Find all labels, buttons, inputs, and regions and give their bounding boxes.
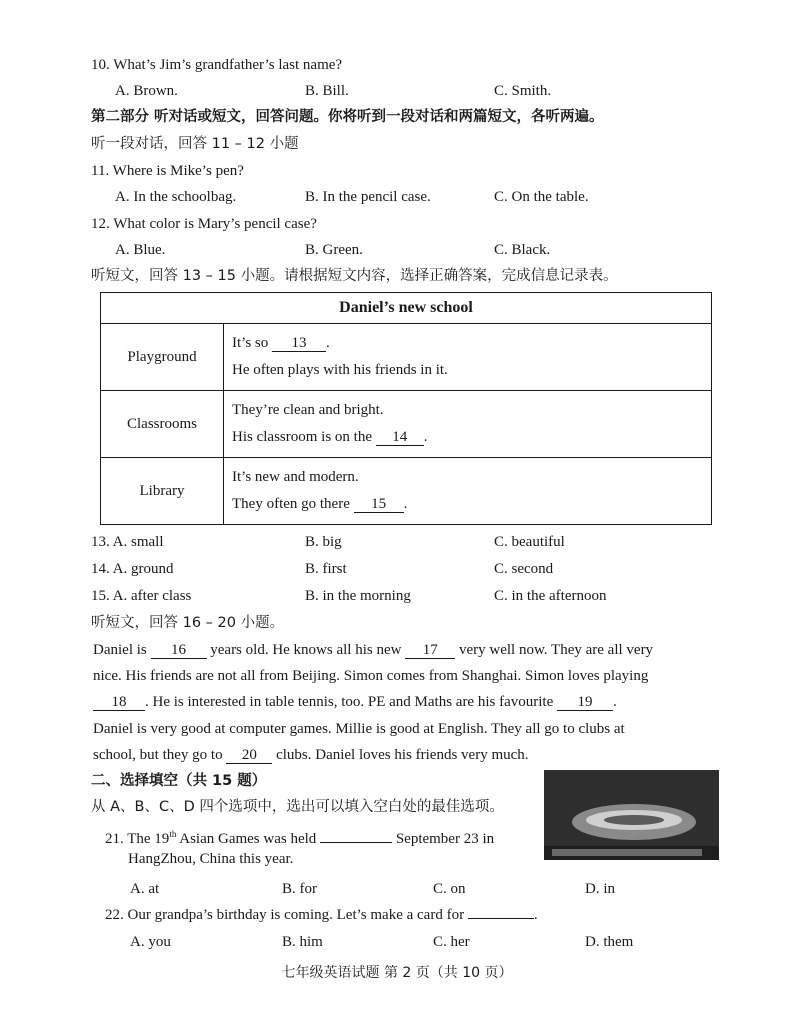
row-content [224,324,712,391]
q12-option-c: C. Black. [494,242,551,258]
blank-17[interactable]: 17 [405,642,455,659]
q11-option-a: A. In the schoolbag. [115,189,237,205]
row-label: Playground [101,324,224,391]
row-content [224,391,712,458]
table-row-playground [101,324,712,391]
q15-option-a: 15. A. after class [91,588,192,604]
row-text-2: He often plays with his friends in it. [232,362,448,378]
row-content [224,458,712,525]
passage2-header: 听短文，回答 16 – 20 小题。 [91,615,285,631]
q21-option-d: D. in [585,881,615,897]
q21-option-b: B. for [282,881,317,897]
blank-16[interactable]: 16 [151,642,207,659]
passage2-line-4: Daniel is very good at computer games. Millie is good at English. They all go to clubs at [93,721,625,737]
q22-stem [105,905,538,925]
section2-instructions: 从 A、B、C、D 四个选项中，选出可以填入空白处的最佳选项。 [91,799,504,815]
passage2-line-1 [93,640,653,660]
blank-13[interactable]: 13 [272,335,326,352]
text: 21. The 19 [105,831,170,847]
row-text-end: . [326,335,330,351]
blank-15[interactable]: 15 [354,496,404,513]
q22-option-d: D. them [585,934,634,950]
blank-22[interactable] [468,918,534,919]
text: school, but they go to [93,747,223,763]
text: . He is interested in table tennis, too. PE and Maths are his favourite [145,694,554,710]
table-row-library [101,458,712,525]
page-footer: 七年级英语试题 第 2 页（共 10 页） [281,965,513,981]
passage2-line-5 [93,745,529,765]
dialog-header: 听一段对话，回答 11 – 12 小题 [91,136,299,152]
table-row-classrooms [101,391,712,458]
q21-option-c: C. on [433,881,466,897]
q12-option-a: A. Blue. [115,242,166,258]
row-label: Library [101,458,224,525]
blank-18[interactable]: 18 [93,694,145,711]
q14-option-b: B. first [305,561,347,577]
info-table [100,292,712,525]
text: 22. Our grandpa’s birthday is coming. Let’s make a card for [105,907,465,923]
q21-stem-line-2: HangZhou, China this year. [128,851,294,867]
q15-option-b: B. in the morning [305,588,411,604]
section2-header: 二、选择填空（共 15 题） [91,773,267,789]
row-text-end: . [403,496,408,512]
q21-option-a: A. at [130,881,160,897]
q13-option-b: B. big [305,534,342,550]
text: Asian Games was held [176,831,317,847]
blank-20[interactable]: 20 [226,747,272,764]
text: Daniel is [93,642,147,658]
blank-14[interactable]: 14 [376,429,424,446]
q10-option-b: B. Bill. [305,83,349,99]
text: years old. He knows all his new [210,642,402,658]
row-text: It’s so [232,335,269,351]
row-text-end: . [423,429,428,445]
q10-stem: 10. What’s Jim’s grandfather’s last name? [91,57,343,73]
q22-option-b: B. him [282,934,323,950]
blank-21[interactable] [320,842,392,843]
q11-option-b: B. In the pencil case. [305,189,431,205]
text: . [613,694,617,710]
text: very well now. They are all very [458,642,654,658]
q13-option-c: C. beautiful [494,534,565,550]
q10-option-a: A. Brown. [115,83,178,99]
table-title: Daniel’s new school [101,293,712,324]
blank-19[interactable]: 19 [557,694,613,711]
q13-option-a: 13. A. small [91,534,164,550]
passage2-line-2: nice. His friends are not all from Beijing. Simon comes from Shanghai. Simon loves playing [93,668,649,684]
passage2-line-3 [93,692,617,712]
q12-stem: 12. What color is Mary’s pencil case? [91,216,317,232]
row-text: They’re clean and bright. [232,402,384,418]
q22-option-c: C. her [433,934,470,950]
q14-option-a: 14. A. ground [91,561,174,577]
q15-option-c: C. in the afternoon [494,588,607,604]
text: . [533,907,538,923]
q12-option-b: B. Green. [305,242,363,258]
row-text-2: They often go there [232,496,350,512]
part2-header: 第二部分 听对话或短文，回答问题。你将听到一段对话和两篇短文，各听两遍。 [91,109,604,125]
stadium-photo [544,770,719,860]
q21-stem [105,824,494,849]
q10-option-c: C. Smith. [494,83,552,99]
q22-option-a: A. you [130,934,171,950]
text: clubs. Daniel loves his friends very much. [276,747,529,763]
row-text-2: His classroom is on the [232,429,372,445]
text: September 23 in [395,831,495,847]
q11-stem: 11. Where is Mike’s pen? [91,163,244,179]
q14-option-c: C. second [494,561,554,577]
row-text: It’s new and modern. [232,469,359,485]
q11-option-c: C. On the table. [494,189,589,205]
passage1-header: 听短文，回答 13 – 15 小题。请根据短文内容，选择正确答案，完成信息记录表。 [91,268,618,284]
superscript: th [169,829,177,839]
row-label: Classrooms [101,391,224,458]
